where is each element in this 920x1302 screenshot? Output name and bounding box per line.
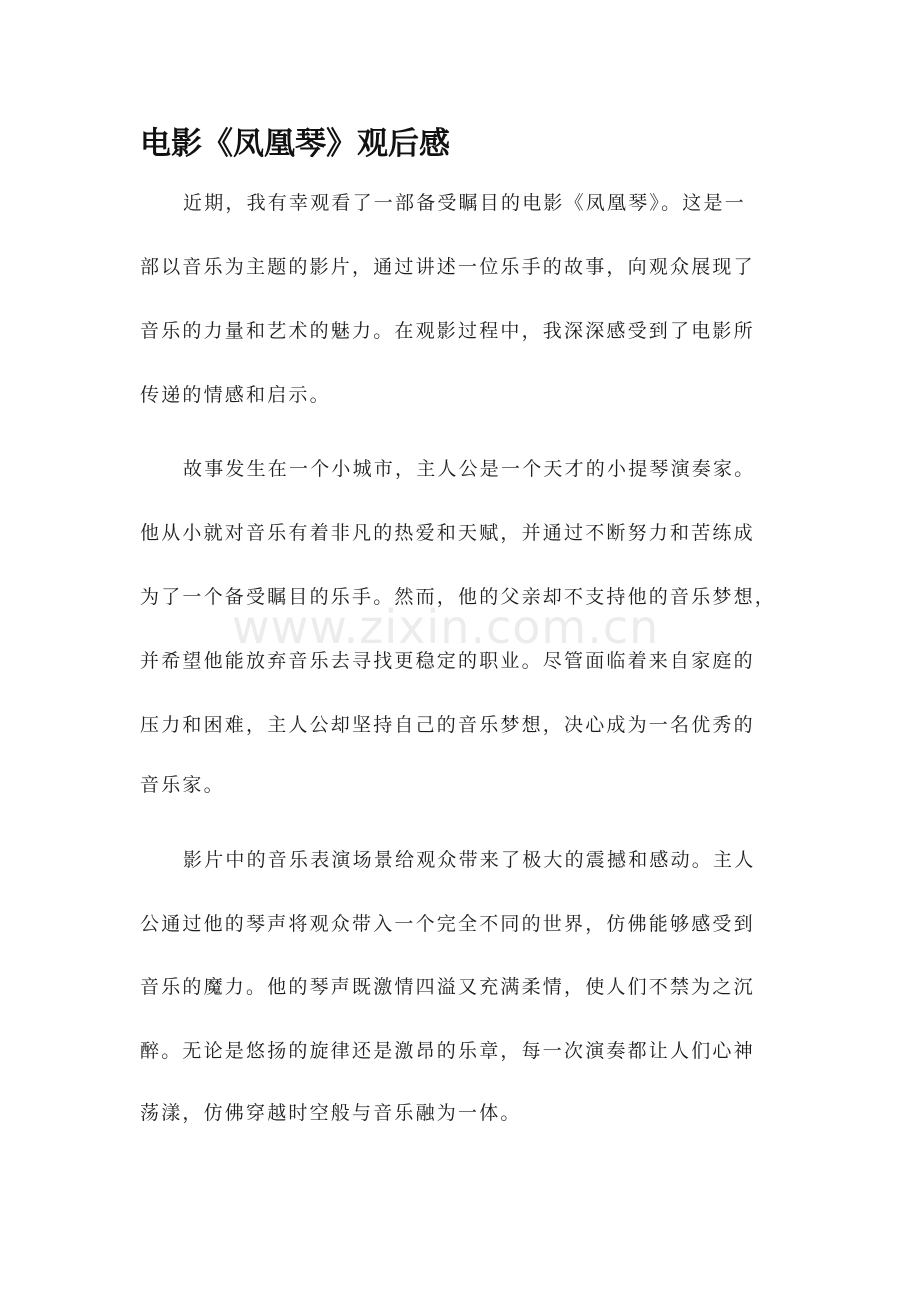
paragraph-line: 并希望他能放弃音乐去寻找更稳定的职业。尽管面临着来自家庭的 bbox=[140, 650, 755, 672]
paragraph-line: 传递的情感和启示。 bbox=[140, 384, 331, 406]
paragraph-line: 公通过他的琴声将观众带入一个完全不同的世界，仿佛能够感受到 bbox=[140, 913, 755, 935]
paragraph-line: 荡漾，仿佛穿越时空般与音乐融为一体。 bbox=[140, 1102, 522, 1124]
paragraph-line: 影片中的音乐表演场景给观众带来了极大的震撼和感动。主人 bbox=[183, 849, 756, 871]
paragraph-line: 醉。无论是悠扬的旋律还是激昂的乐章，每一次演奏都让人们心神 bbox=[140, 1040, 755, 1062]
document-title: 电影《凤凰琴》观后感 bbox=[140, 126, 450, 162]
paragraph-line: 他从小就对音乐有着非凡的热爱和天赋，并通过不断努力和苦练成 bbox=[140, 522, 755, 544]
paragraph-line: 部以音乐为主题的影片，通过讲述一位乐手的故事，向观众展现了 bbox=[140, 256, 755, 278]
paragraph-line: 音乐的魔力。他的琴声既激情四溢又充满柔情，使人们不禁为之沉 bbox=[140, 976, 755, 998]
paragraph-line: 音乐的力量和艺术的魅力。在观影过程中，我深深感受到了电影所 bbox=[140, 320, 755, 342]
paragraph-line: 故事发生在一个小城市，主人公是一个天才的小提琴演奏家。 bbox=[183, 458, 756, 480]
paragraph-line: 压力和困难，主人公却坚持自己的音乐梦想，决心成为一名优秀的 bbox=[140, 714, 755, 736]
paragraph-line: 音乐家。 bbox=[140, 774, 225, 796]
paragraph-line: 近期，我有幸观看了一部备受瞩目的电影《凤凰琴》。这是一 bbox=[183, 192, 746, 214]
paragraph-line: 为了一个备受瞩目的乐手。然而，他的父亲却不支持他的音乐梦想， bbox=[140, 586, 777, 608]
watermark: www.zixin.com.cn bbox=[232, 600, 660, 654]
